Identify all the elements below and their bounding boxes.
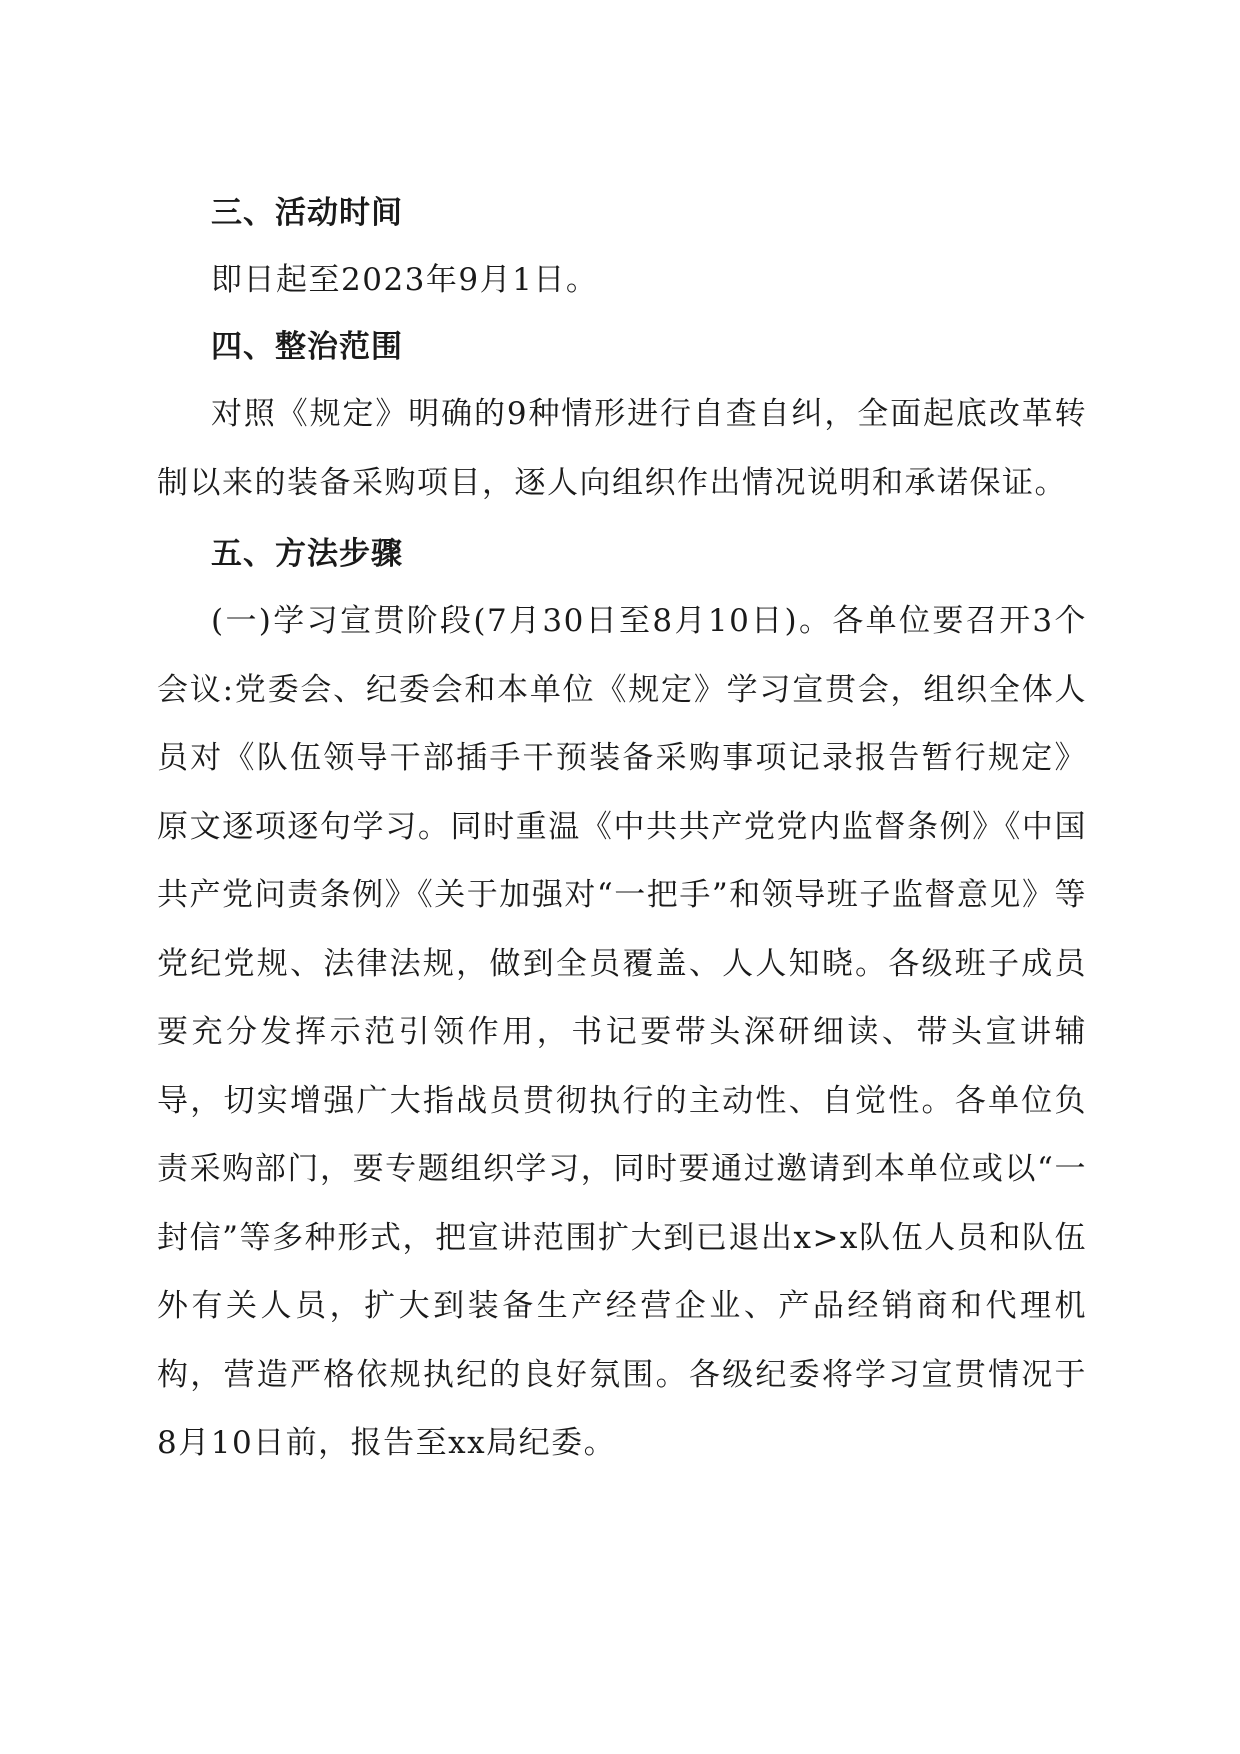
activity-time-paragraph: 即日起至2023年9月1日。 — [211, 262, 599, 298]
document-body — [157, 180, 1087, 1478]
section-heading-scope: 四、整治范围 — [211, 329, 403, 365]
scope-paragraph: 对照《规定》明确的9种情形进行自查自纠，全面起底改革转制以来的装备采购项目，逐人向组织作出情况说明和承诺保证。 — [157, 396, 1087, 501]
section-heading-methods: 五、方法步骤 — [211, 536, 403, 572]
section-heading-activity-time: 三、活动时间 — [211, 195, 403, 231]
methods-paragraph: (一)学习宣贯阶段(7月30日至8月10日)。各单位要召开3个会议:党委会、纪委会和本单位《规定》学习宣贯会，组织全体人员对《队伍领导干部插手干预装备采购事项记录报告暂行规定》原文逐项逐句学习。同时重温《中共共产党党内监督条例》《中国共产党问责条例》《关于加强对“一把手”和领导班子监督意见》等党纪党规、法律法规，做到全员覆盖、人人知晓。各级班子成员要充分发挥示范引领作用，书记要带头深研细读、带头宣讲辅导，切实增强广大指战员贯彻执行的主动性、自觉性。各单位负责采购部门，要专题组织学习，同时要通过邀请到本单位或以“一封信”等多种形式，把宣讲范围扩大到已退出x>x队伍人员和队伍外有关人员，扩大到装备生产经营企业、产品经销商和代理机构，营造严格依规执纪的良好氛围。各级纪委将学习宣贯情况于8月10日前，报告至xx局纪委。 — [157, 603, 1087, 1461]
